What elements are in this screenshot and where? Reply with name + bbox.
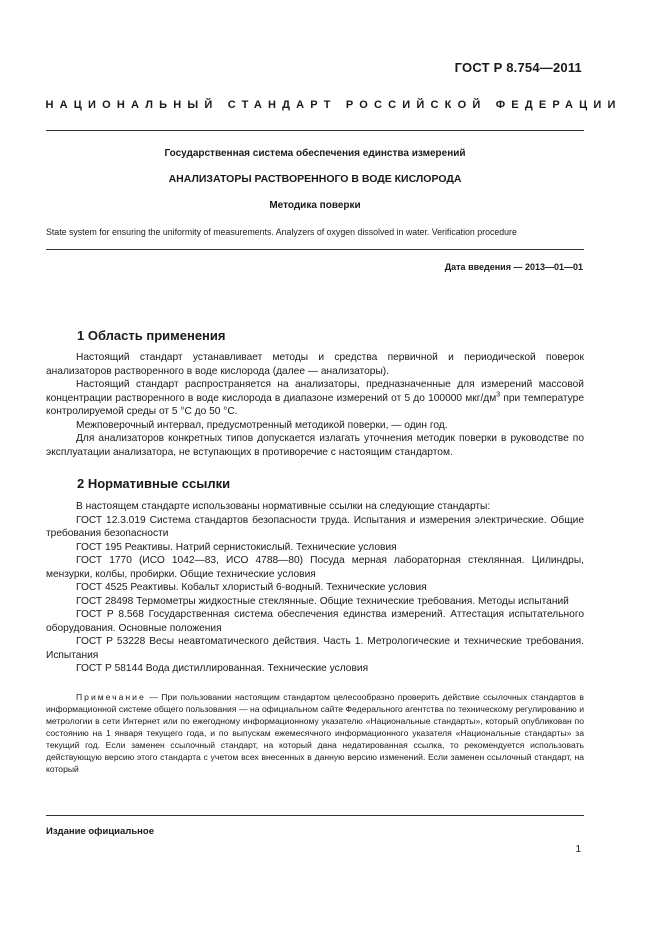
section-1-paragraph: Для анализаторов конкретных типов допускается излагать уточнения методик поверки в руководстве по эксплуатации анализатора, не вступающих в противоречие с настоящим стандартом. <box>46 433 584 458</box>
references-note <box>46 691 584 775</box>
reference-item: ГОСТ 4525 Реактивы. Кобальт хлористый 6-водный. Технические условия <box>76 582 427 593</box>
section-1-paragraph <box>46 378 584 419</box>
english-title: State system for ensuring the uniformity of measurements. Analyzers of oxygen dissolved in water. Verification procedure <box>46 227 517 237</box>
reference-item: ГОСТ 12.3.019 Система стандартов безопасности труда. Испытания и измерения электрические. Общие требования безопасности <box>46 514 584 539</box>
footer-divider <box>46 815 584 816</box>
national-standard-heading: НАЦИОНАЛЬНЫЙ СТАНДАРТ РОССИЙСКОЙ ФЕДЕРАЦИИ <box>45 99 622 111</box>
note-label: Примечание <box>76 692 146 702</box>
section-1-heading: 1 Область применения <box>77 328 226 343</box>
reference-item: ГОСТ 195 Реактивы. Натрий сернистокислый. Технические условия <box>76 541 397 553</box>
note-text: — При пользовании настоящим стандартом целесообразно проверить действие ссылочных стандартов в информационной системе общего пользования — на официальном сайте Федерального агентства по техническому регулированию и метрологии в сети Интернет или по ежегодному информационному указателю «Национальные стандарты», который опубликован по состоянию на 1 января текущего года, и по выпускам ежемесячного информационного указателя «Национальные стандарты» за текущий год. Если заменен ссылочный стандарт, на который дана недатированная ссылка, то рекомендуется использовать действующую версию этого стандарта с учетом всех внесенных в данную версию изменений. Если заменен ссылочный стандарт, на который <box>46 692 584 774</box>
reference-item: ГОСТ 1770 (ИСО 1042—83, ИСО 4788—80) Посуда мерная лабораторная стеклянная. Цилиндры, мензурки, колбы, пробирки. Общие технические условия <box>46 555 584 580</box>
note-paragraph <box>46 691 584 775</box>
top-divider <box>46 130 584 131</box>
reference-item: ГОСТ 28498 Термометры жидкостные стеклянные. Общие технические требования. Методы испытаний <box>76 595 569 607</box>
paragraph-text: при температуре контролируемой среды от 5 °С до 50 °С. <box>46 392 584 417</box>
main-title: АНАЛИЗАТОРЫ РАСТВОРЕННОГО В ВОДЕ КИСЛОРОДА <box>168 173 462 185</box>
system-title: Государственная система обеспечения единства измерений <box>164 148 466 159</box>
subtitle: Методика поверки <box>269 200 361 211</box>
section-1-body <box>46 351 584 459</box>
section-2-body <box>46 500 584 676</box>
document-code: ГОСТ Р 8.754—2011 <box>454 60 582 75</box>
reference-item: ГОСТ Р 58144 Вода дистиллированная. Технические условия <box>76 663 369 674</box>
introduction-date: Дата введения — 2013—01—01 <box>444 262 583 272</box>
reference-item: ГОСТ Р 53228 Весы неавтоматического действия. Часть 1. Метрологические и технические требования. Испытания <box>46 636 584 661</box>
section-2-intro: В настоящем стандарте использованы нормативные ссылки на следующие стандарты: <box>76 501 491 512</box>
section-1-paragraph: Межповерочный интервал, предусмотренный методикой поверки, — один год. <box>76 419 448 431</box>
paragraph-text: Настоящий стандарт распространяется на анализаторы, предназначенные для измерений массовой концентрации растворенного в воде кислорода в диапазоне измерений от 5 до 100000 мкг/дм <box>46 379 584 404</box>
title-divider <box>46 249 584 250</box>
superscript: 3 <box>496 391 501 399</box>
reference-item: ГОСТ Р 8.568 Государственная система обеспечения единства измерений. Аттестация испытательного оборудования. Основные положения <box>46 609 584 634</box>
section-2-heading: 2 Нормативные ссылки <box>77 476 231 491</box>
section-1-paragraph: Настоящий стандарт устанавливает методы и средства первичной и периодической поверок анализаторов растворенного в воде кислорода (далее — анализаторы). <box>46 352 584 377</box>
page-number: 1 <box>575 844 581 855</box>
official-edition-label: Издание официальное <box>46 826 154 837</box>
